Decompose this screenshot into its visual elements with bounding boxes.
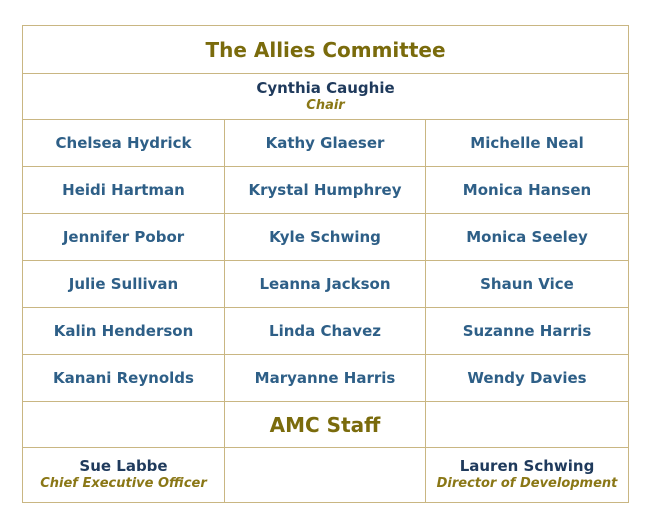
staff-header: AMC Staff bbox=[225, 402, 426, 448]
member-name: Jennifer Pobor bbox=[23, 214, 225, 261]
committee-table bbox=[22, 25, 629, 503]
member-name: Leanna Jackson bbox=[225, 261, 426, 308]
member-name: Monica Seeley bbox=[426, 214, 629, 261]
member-name: Maryanne Harris bbox=[225, 355, 426, 402]
member-name: Kathy Glaeser bbox=[225, 120, 426, 167]
member-name: Julie Sullivan bbox=[23, 261, 225, 308]
staff-name: Lauren Schwing bbox=[459, 457, 595, 475]
chair-role: Chair bbox=[306, 97, 345, 113]
member-row bbox=[23, 355, 629, 402]
member-name: Chelsea Hydrick bbox=[23, 120, 225, 167]
member-name: Suzanne Harris bbox=[426, 308, 629, 355]
member-name: Shaun Vice bbox=[426, 261, 629, 308]
title-row bbox=[23, 26, 629, 74]
staff-name: Sue Labbe bbox=[79, 457, 168, 475]
member-row bbox=[23, 261, 629, 308]
member-name: Krystal Humphrey bbox=[225, 167, 426, 214]
member-row bbox=[23, 214, 629, 261]
member-row bbox=[23, 120, 629, 167]
chair-cell bbox=[23, 74, 629, 120]
member-name: Heidi Hartman bbox=[23, 167, 225, 214]
chair-row bbox=[23, 74, 629, 120]
staff-role: Chief Executive Officer bbox=[40, 476, 207, 491]
staff-role: Director of Development bbox=[436, 476, 618, 491]
committee-title: The Allies Committee bbox=[23, 26, 629, 74]
member-row bbox=[23, 308, 629, 355]
empty-cell bbox=[225, 448, 426, 503]
member-name: Michelle Neal bbox=[426, 120, 629, 167]
staff-header-row bbox=[23, 402, 629, 448]
member-name: Linda Chavez bbox=[225, 308, 426, 355]
staff-cell bbox=[426, 448, 629, 503]
member-row bbox=[23, 167, 629, 214]
member-name: Wendy Davies bbox=[426, 355, 629, 402]
member-name: Kyle Schwing bbox=[225, 214, 426, 261]
member-name: Monica Hansen bbox=[426, 167, 629, 214]
empty-cell bbox=[23, 402, 225, 448]
empty-cell bbox=[426, 402, 629, 448]
chair-name: Cynthia Caughie bbox=[256, 78, 395, 97]
member-name: Kanani Reynolds bbox=[23, 355, 225, 402]
member-name: Kalin Henderson bbox=[23, 308, 225, 355]
staff-row bbox=[23, 448, 629, 503]
staff-cell bbox=[23, 448, 225, 503]
